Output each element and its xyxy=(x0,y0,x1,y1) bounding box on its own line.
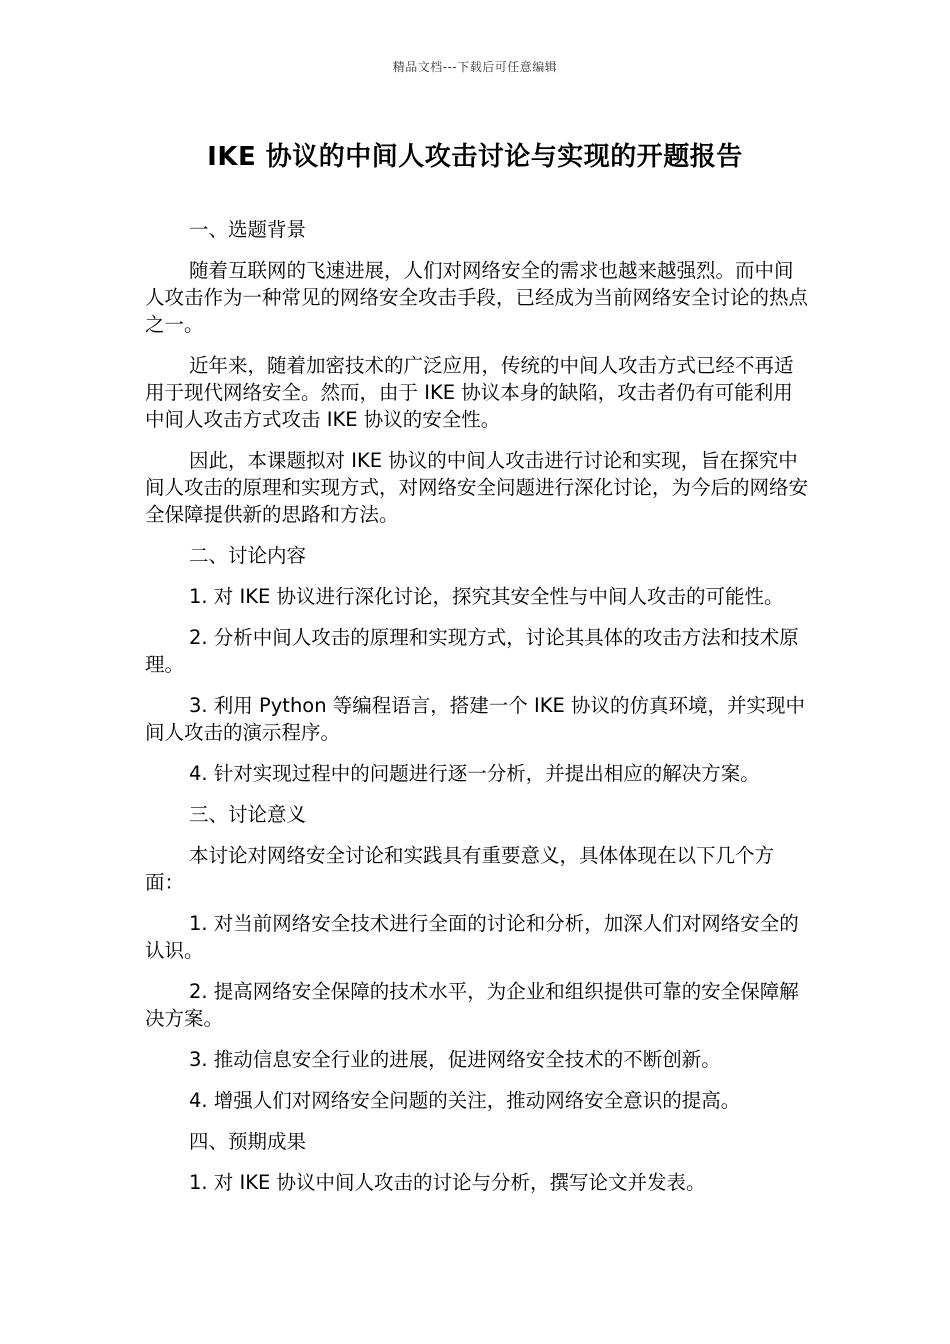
document-body xyxy=(145,216,810,1210)
section-heading-background: 一、选题背景 xyxy=(189,218,307,241)
list-item: 1. 对 IKE 协议进行深化讨论，探究其安全性与中间人攻击的可能性。 xyxy=(189,585,784,608)
list-item: 1. 对 IKE 协议中间人攻击的讨论与分析，撰写论文并发表。 xyxy=(189,1171,706,1194)
document-title: IKE 协议的中间人攻击讨论与实现的开题报告 xyxy=(207,142,743,172)
list-item: 2. 分析中间人攻击的原理和实现方式，讨论其具体的攻击方法和技术原理。 xyxy=(145,626,799,676)
paragraph: 因此，本课题拟对 IKE 协议的中间人攻击进行讨论和实现，旨在探究中间人攻击的原理和实现方式，对网络安全问题进行深化讨论，为今后的网络安全保障提供新的思路和方法。 xyxy=(145,449,809,526)
paragraph: 本讨论对网络安全讨论和实践具有重要意义，具体体现在以下几个方面： xyxy=(145,844,775,894)
list-item: 1. 对当前网络安全技术进行全面的讨论和分析，加深人们对网络安全的认识。 xyxy=(145,912,799,962)
list-item: 3. 推动信息安全行业的进展，促进网络安全技术的不断创新。 xyxy=(189,1048,721,1071)
paragraph: 近年来，随着加密技术的广泛应用，传统的中间人攻击方式已经不再适用于现代网络安全。然而，由于 IKE 协议本身的缺陷，攻击者仍有可能利用中间人攻击方式攻击 IKE 协议的安全性。 xyxy=(145,354,794,431)
paragraph: 随着互联网的飞速进展，人们对网络安全的需求也越来越强烈。而中间人攻击作为一种常见的网络安全攻击手段，已经成为当前网络安全讨论的热点之一。 xyxy=(145,259,809,336)
section-heading-significance: 三、讨论意义 xyxy=(189,803,307,826)
header-note: 精品文档---下载后可任意编辑 xyxy=(392,60,558,74)
list-item: 3. 利用 Python 等编程语言，搭建一个 IKE 协议的仿真环境，并实现中间人攻击的演示程序。 xyxy=(145,694,806,744)
list-item: 4. 针对实现过程中的问题进行逐一分析，并提出相应的解决方案。 xyxy=(189,762,760,785)
section-heading-content: 二、讨论内容 xyxy=(189,544,307,567)
section-heading-results: 四、预期成果 xyxy=(189,1130,307,1153)
list-item: 2. 提高网络安全保障的技术水平，为企业和组织提供可靠的安全保障解决方案。 xyxy=(145,980,799,1030)
list-item: 4. 增强人们对网络安全问题的关注，推动网络安全意识的提高。 xyxy=(189,1089,741,1112)
